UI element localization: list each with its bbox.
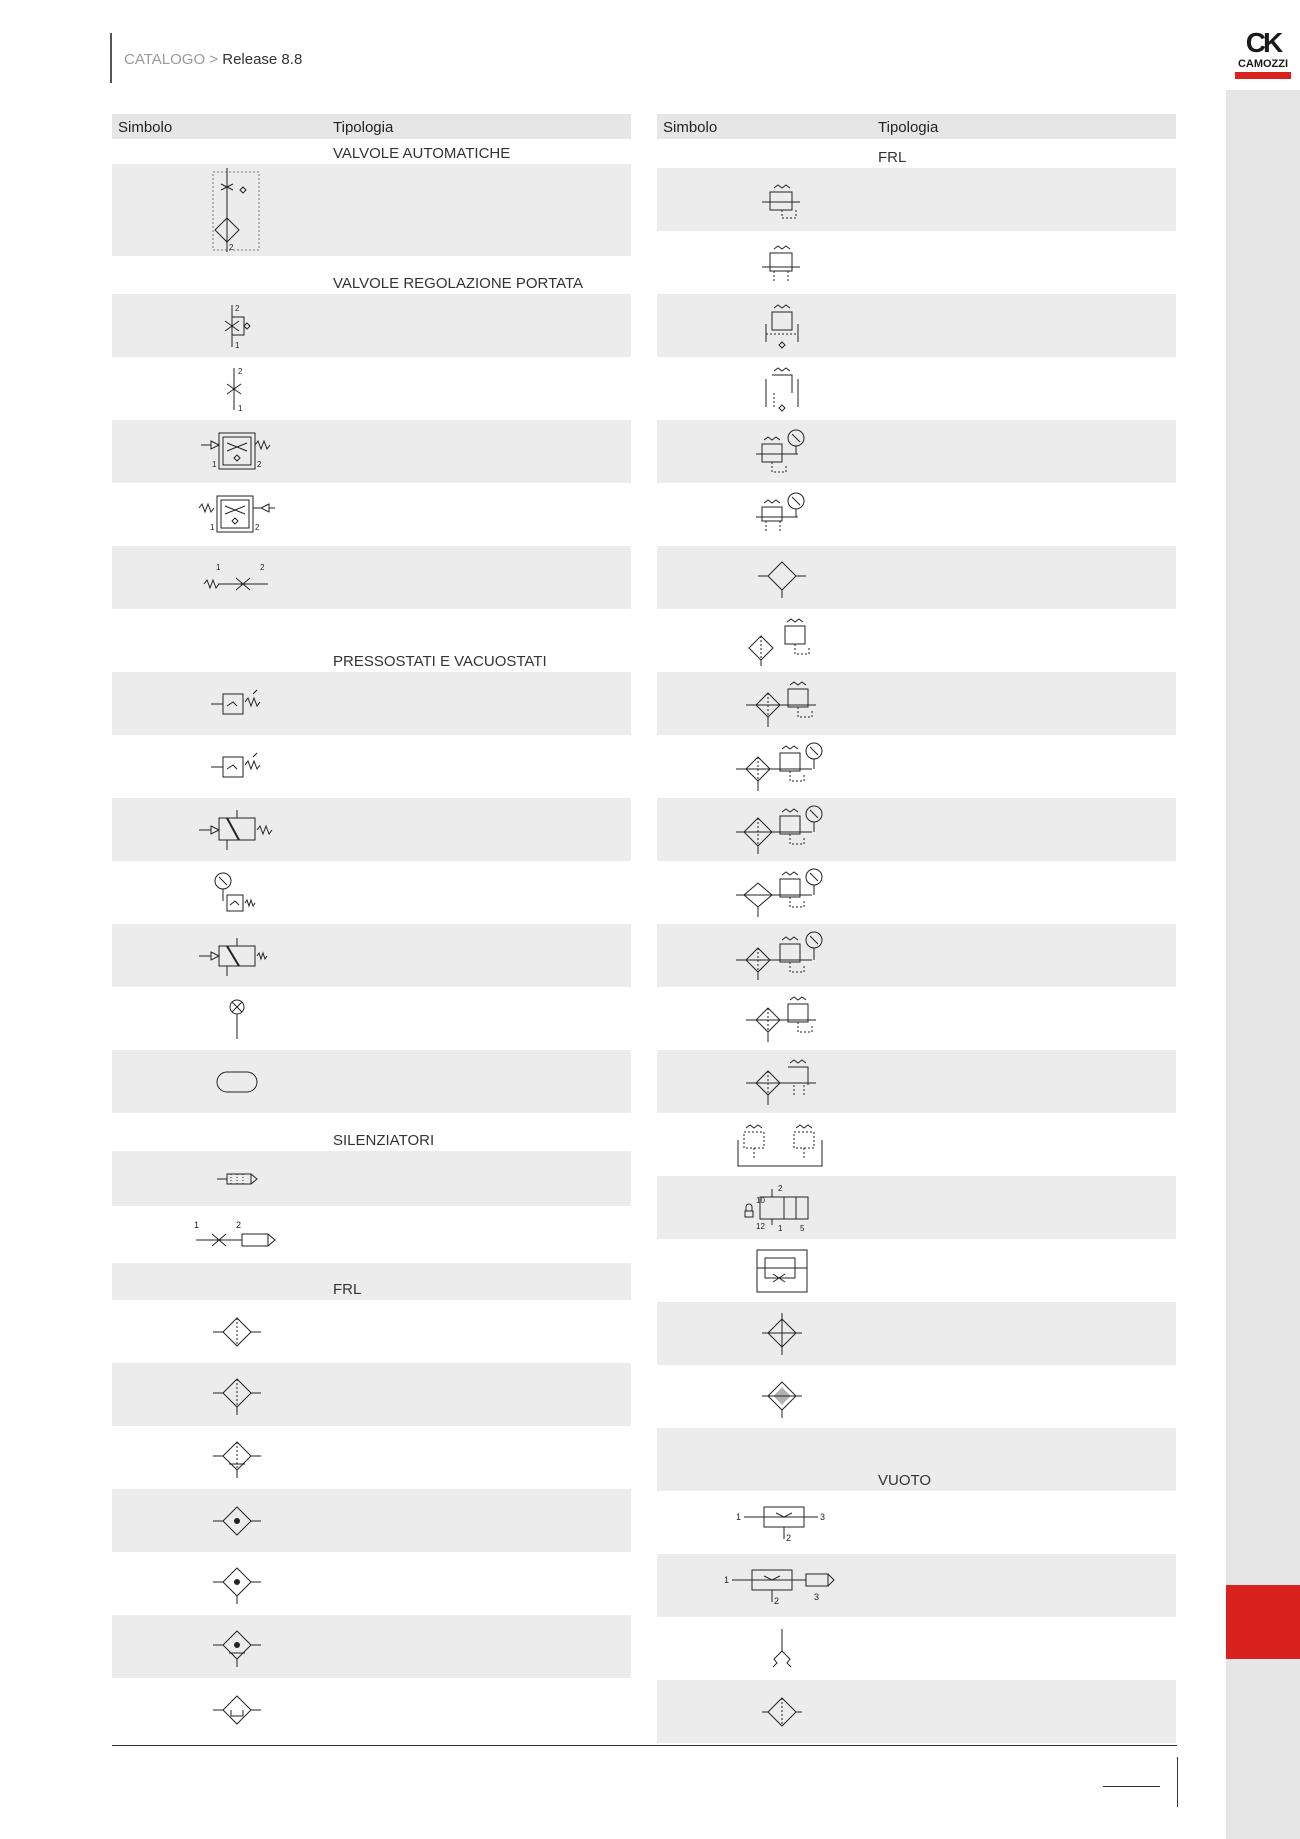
left-symbol-12 xyxy=(112,987,362,1050)
pressure-regulator-block-symbol-icon xyxy=(760,365,804,413)
left-symbol-4 xyxy=(112,420,362,483)
right-symbol-7 xyxy=(657,546,907,609)
flow-control-symbol-icon xyxy=(222,364,252,414)
right-symbol-23 xyxy=(657,1617,907,1680)
svg-text:1: 1 xyxy=(724,1574,730,1585)
svg-text:2: 2 xyxy=(255,522,260,532)
quick-exhaust-symbol-icon xyxy=(207,166,267,254)
filter-regulator-gauge-coalescing-symbol-icon xyxy=(734,867,830,919)
table-row xyxy=(112,294,631,357)
table-row xyxy=(112,1615,631,1678)
left-symbol-19 xyxy=(112,1489,362,1552)
left-symbol-6 xyxy=(112,546,362,609)
coalescing-filter-symbol-icon xyxy=(211,1690,263,1730)
left-symbol-11 xyxy=(112,924,362,987)
svg-text:2: 2 xyxy=(260,562,265,572)
table-row xyxy=(657,1176,1176,1239)
left-symbol-9 xyxy=(112,798,362,861)
table-row xyxy=(657,357,1176,420)
table-header xyxy=(112,114,631,139)
left-symbol-20 xyxy=(112,1552,362,1615)
lubricator-plain-symbol-icon xyxy=(760,1311,804,1357)
svg-text:1: 1 xyxy=(238,403,243,413)
right-symbol-1 xyxy=(657,168,907,231)
table-row xyxy=(657,1491,1176,1554)
right-symbol-14 xyxy=(657,987,907,1050)
svg-text:1: 1 xyxy=(736,1511,742,1522)
filter-regulator-gauge-symbol-icon xyxy=(734,741,830,793)
regulator-gauge-symbol-icon xyxy=(754,428,810,476)
table-row xyxy=(112,1050,631,1113)
side-index-strip xyxy=(1226,90,1300,1839)
logo-mark: CK xyxy=(1245,27,1281,58)
right-symbol-15 xyxy=(657,1050,907,1113)
left-symbol-table xyxy=(112,114,631,1741)
vacuum-generator-symbol-icon xyxy=(734,1501,830,1545)
right-symbol-22 xyxy=(657,1554,907,1617)
svg-text:1: 1 xyxy=(194,1219,200,1230)
table-row xyxy=(657,1239,1176,1302)
left-symbol-14 xyxy=(112,1151,362,1206)
left-symbol-17 xyxy=(112,1363,362,1426)
right-symbol-8 xyxy=(657,609,907,672)
table-row xyxy=(112,1426,631,1489)
table-row xyxy=(112,1552,631,1615)
table-row xyxy=(112,1300,631,1363)
regulator-gauge-relieving-symbol-icon xyxy=(754,491,810,539)
filter-symbol-icon xyxy=(211,1312,263,1352)
left-symbol-7 xyxy=(112,672,362,735)
svg-text:3: 3 xyxy=(814,1591,820,1602)
section-heading: VALVOLE AUTOMATICHE xyxy=(333,145,511,162)
silencer-flow-symbol-icon xyxy=(192,1218,282,1252)
header-type: Tipologia xyxy=(878,119,939,136)
table-row xyxy=(657,420,1176,483)
table-row xyxy=(112,672,631,735)
header-type: Tipologia xyxy=(333,119,394,136)
table-row xyxy=(112,357,631,420)
visual-indicator-symbol-icon xyxy=(215,1070,259,1094)
svg-text:2: 2 xyxy=(235,303,240,313)
table-row xyxy=(657,1302,1176,1365)
right-symbol-5 xyxy=(657,420,907,483)
section-heading: PRESSOSTATI E VACUOSTATI xyxy=(333,653,547,670)
throttle-spring-symbol-icon xyxy=(202,558,272,598)
filter-regulator-small-b-symbol-icon xyxy=(744,1057,820,1107)
right-symbol-12 xyxy=(657,861,907,924)
right-symbol-9 xyxy=(657,672,907,735)
left-symbol-3 xyxy=(112,357,362,420)
right-symbol-6 xyxy=(657,483,907,546)
pressure-switch-pilot-spring-symbol-icon xyxy=(197,934,277,978)
lubricator-symbol-icon xyxy=(211,1501,263,1541)
filter-regulator-gauge-b-symbol-icon xyxy=(734,930,830,982)
table-row xyxy=(657,609,1176,672)
table-row xyxy=(657,546,1176,609)
left-symbol-13 xyxy=(112,1050,362,1113)
svg-text:2: 2 xyxy=(236,1219,242,1230)
logo-wordmark: CAMOZZI xyxy=(1237,58,1289,70)
left-symbol-18 xyxy=(112,1426,362,1489)
vacuum-filter-symbol-icon xyxy=(760,1694,804,1730)
table-row xyxy=(112,735,631,798)
right-symbol-11 xyxy=(657,798,907,861)
breadcrumb-current: Release 8.8 xyxy=(222,51,303,68)
table-row xyxy=(112,1489,631,1552)
right-symbol-21 xyxy=(657,1491,907,1554)
pressure-switch-gauge-symbol-icon xyxy=(213,871,261,915)
svg-text:1: 1 xyxy=(235,340,240,350)
silencer-symbol-icon xyxy=(215,1169,259,1189)
breadcrumb xyxy=(124,51,302,68)
table-row xyxy=(657,1554,1176,1617)
right-symbol-16 xyxy=(657,1113,907,1176)
table-row xyxy=(657,861,1176,924)
flow-regulator-spring-symbol-icon xyxy=(197,492,277,538)
table-header xyxy=(657,114,1176,139)
footer-rule xyxy=(112,1745,1177,1746)
filter-regulator-small-symbol-icon xyxy=(744,994,820,1044)
flow-control-check-symbol-icon xyxy=(217,301,257,351)
pressure-regulator-relieving-symbol-icon xyxy=(760,241,804,285)
svg-text:5: 5 xyxy=(800,1223,805,1233)
table-row xyxy=(112,987,631,1050)
section-heading: SILENZIATORI xyxy=(333,1132,435,1149)
left-symbol-5 xyxy=(112,483,362,546)
right-symbol-table: Simbolo Tipologia FRL 2 10 12 1 5 VUOTO 1 3 2 1 2 3 xyxy=(657,114,1176,1743)
svg-text:10: 10 xyxy=(756,1195,765,1205)
svg-text:3: 3 xyxy=(820,1511,826,1522)
svg-text:2: 2 xyxy=(774,1595,780,1606)
lubricator-drain-symbol-icon xyxy=(211,1562,263,1606)
svg-text:2: 2 xyxy=(238,366,243,376)
svg-text:1: 1 xyxy=(210,522,215,532)
lubricator-dot-symbol-icon xyxy=(760,1374,804,1420)
table-row xyxy=(657,1050,1176,1113)
table-row xyxy=(112,1363,631,1426)
filter-regulator-symbol-icon xyxy=(744,679,820,729)
page-number-divider xyxy=(1177,1757,1178,1807)
indicator-lamp-symbol-icon xyxy=(225,997,249,1041)
table-row xyxy=(657,483,1176,546)
table-row xyxy=(112,798,631,861)
svg-text:12: 12 xyxy=(756,1221,765,1231)
table-row xyxy=(657,1113,1176,1176)
right-symbol-2 xyxy=(657,231,907,294)
pressure-switch-symbol-icon xyxy=(209,688,265,720)
pressure-regulator-port-symbol-icon xyxy=(760,302,804,350)
soft-start-valve-symbol-icon xyxy=(755,1248,809,1294)
table-row xyxy=(112,1678,631,1741)
table-row xyxy=(657,294,1176,357)
section-heading: FRL xyxy=(112,1263,631,1300)
svg-text:1: 1 xyxy=(216,562,221,572)
right-symbol-24 xyxy=(657,1680,907,1743)
left-symbol-2 xyxy=(112,294,362,357)
svg-text:2: 2 xyxy=(229,243,234,252)
header-symbol: Simbolo xyxy=(118,119,173,136)
right-symbol-3 xyxy=(657,294,907,357)
header-divider xyxy=(110,33,112,83)
table-row xyxy=(112,1206,631,1263)
right-symbol-19 xyxy=(657,1302,907,1365)
svg-text:2: 2 xyxy=(778,1183,783,1193)
table-row xyxy=(112,546,631,609)
filter-regulator-gauge-drain-symbol-icon xyxy=(734,804,830,856)
left-symbol-10 xyxy=(112,861,362,924)
svg-text:1: 1 xyxy=(778,1223,783,1233)
table-row xyxy=(657,735,1176,798)
right-symbol-17 xyxy=(657,1176,907,1239)
section-heading: FRL xyxy=(878,149,907,166)
pressure-regulator-symbol-icon xyxy=(760,178,804,222)
page-number-rule xyxy=(1103,1786,1160,1787)
table-row xyxy=(657,168,1176,231)
breadcrumb-separator: > xyxy=(209,51,219,68)
vacuum-generator-silencer-symbol-icon xyxy=(722,1564,842,1608)
section-heading: VALVOLE REGOLAZIONE PORTATA xyxy=(333,275,584,292)
left-symbol-22 xyxy=(112,1678,362,1741)
right-symbol-13 xyxy=(657,924,907,987)
table-row xyxy=(112,924,631,987)
left-symbol-8 xyxy=(112,735,362,798)
suction-cup-symbol-icon xyxy=(767,1627,797,1671)
dual-regulator-symbol-icon xyxy=(732,1120,832,1170)
svg-text:2: 2 xyxy=(257,459,262,469)
table-row xyxy=(657,1617,1176,1680)
lubricator-auto-drain-symbol-icon xyxy=(211,1625,263,1669)
table-row xyxy=(657,1680,1176,1743)
pressure-switch-pilot-symbol-icon xyxy=(197,808,277,852)
filter-drain-symbol-icon xyxy=(211,1373,263,1417)
table-row xyxy=(657,924,1176,987)
left-symbol-21 xyxy=(112,1615,362,1678)
filter-auto-drain-symbol-icon xyxy=(211,1436,263,1480)
table-row xyxy=(657,987,1176,1050)
vacuum-switch-symbol-icon xyxy=(209,751,265,783)
table-row xyxy=(112,164,631,256)
camozzi-logo[interactable] xyxy=(1226,28,1300,79)
svg-text:2: 2 xyxy=(786,1532,792,1543)
flow-regulator-pilot-symbol-icon xyxy=(197,429,277,475)
svg-text:1: 1 xyxy=(212,459,217,469)
shut-off-valve-symbol-icon xyxy=(742,1183,822,1233)
side-index-active-tab[interactable] xyxy=(1226,1585,1300,1659)
table-row xyxy=(657,672,1176,735)
table-row xyxy=(657,231,1176,294)
breadcrumb-root[interactable]: CATALOGO xyxy=(124,51,206,68)
filter-regulator-separate-symbol-icon xyxy=(747,616,817,666)
table-row xyxy=(657,1365,1176,1428)
filter-plain-symbol-icon xyxy=(756,556,808,600)
left-symbol-1 xyxy=(112,164,362,256)
header-symbol: Simbolo xyxy=(663,119,718,136)
right-symbol-4 xyxy=(657,357,907,420)
table-row xyxy=(112,420,631,483)
table-row xyxy=(112,483,631,546)
right-symbol-20 xyxy=(657,1365,907,1428)
left-symbol-16 xyxy=(112,1300,362,1363)
right-symbol-18 xyxy=(657,1239,907,1302)
table-row xyxy=(657,798,1176,861)
table-row xyxy=(112,861,631,924)
right-symbol-10 xyxy=(657,735,907,798)
table-row xyxy=(112,1151,631,1206)
logo-bar xyxy=(1235,72,1291,79)
left-symbol-15 xyxy=(112,1206,362,1263)
